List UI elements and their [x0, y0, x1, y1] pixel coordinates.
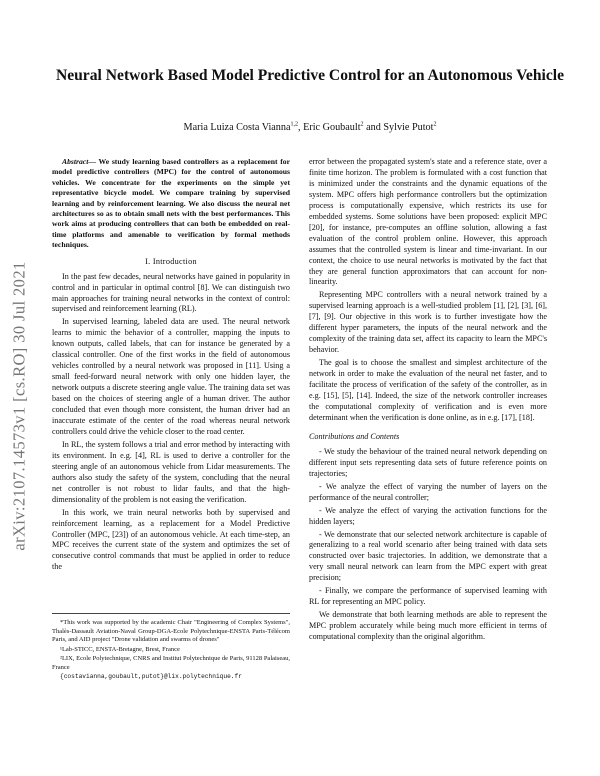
author-2: Eric Goubault	[303, 122, 361, 133]
right-paragraph: Representing MPC controllers with a neural network trained by a supervised learning approach is a well-studied problem [1], [2], [3], [6], [7], [9]. Our objective in this work is to further investigate how the different hyper parameters, the inputs of the neural network and the complexity of the training data set, affect its capacity to learn the MPC's behavior.	[309, 290, 547, 355]
abstract	[52, 157, 290, 251]
author-and: and	[363, 122, 384, 133]
author-3: Sylvie Putot	[383, 122, 434, 133]
footnote: ¹Lab-STICC, ENSTA-Bretagne, Brest, France	[60, 645, 180, 653]
abstract-text: — We study learning based controllers as a replacement for model predictive controllers (MPC) for the control of autonomous vehicles. We concentrate for the experiments on the simple yet representative bicycle model. We compare training by supervised learning and by reinforcement learning. We also discuss the neural net architectures so as to obtain small nets with the best performances. This work aims at producing controllers that can both be embedded on real-time platforms and amenable to verification by formal methods techniques.	[52, 157, 290, 250]
author-3-affil: 2	[433, 121, 437, 128]
author-2-affil: 2	[360, 121, 364, 128]
footnote: *This work was supported by the academic Chair "Engineering of Complex Systems", Thalès-Dassault Aviation-Naval Group-DGA-Ecole Polytechnique-ENSTA Paris-Télécom Paris, and AID project "Drone validation and swarms of drones"	[52, 619, 290, 643]
footnotes	[52, 613, 290, 683]
paper-title: Neural Network Based Model Predictive Control for an Autonomous Vehicle	[55, 67, 565, 84]
closing-paragraph: We demonstrate that both learning methods are able to represent the MPC problem accurately while being much more efficient in terms of computational complexity than the original algorithm.	[309, 610, 547, 642]
author-list	[50, 122, 570, 133]
left-paragraph: In supervised learning, labeled data are used. The neural network learns to mimic the behavior of a controller, mapping the inputs to known outputs, called labels, that can for instance be generated by a classical controller. One of the first works in the field of autonomous vehicles controlled by a neural network was proposed in [11]. Using a small feed-forward neural network with only one hidden layer, the network outputs a discrete steering angle value. The training data set was based on the choices of steering angle of a human driver. The author concluded that even though more consistent, the human driver had an inaccurate estimate of the center of the road whereas neural network controllers could drive the vehicle closer to the road center.	[52, 317, 290, 436]
footnote: ²LIX, Ecole Polytechnique, CNRS and Institut Polytechnique de Paris, 91128 Palaiseau, France	[52, 655, 290, 671]
left-column	[52, 157, 290, 575]
contribution-item: - We analyze the effect of varying the activation functions for the hidden layers;	[309, 505, 547, 526]
contribution-item: - We analyze the effect of varying the number of layers on the performance of the neural controller;	[309, 481, 547, 502]
contribution-item: - Finally, we compare the performance of supervised learning with RL for representing an MPC policy.	[309, 586, 547, 607]
footnote-emails: {costavianna,goubault,putot}@lix.polytechnique.fr	[60, 673, 242, 680]
left-paragraph: In the past few decades, neural networks have gained in popularity in control and in particular in optimal control [8]. We can distinguish two main approaches for training neural networks in the context of control: supervised and reinforcement learning (RL).	[52, 271, 290, 314]
section-heading-introduction: I. Introduction	[145, 256, 197, 266]
author-1-affil: 1,2	[290, 121, 299, 128]
contribution-item: - We study the behaviour of the trained neural network depending on different input sets representing data sets of future reference points on trajectories;	[309, 446, 547, 478]
arxiv-id: arXiv:2107.14573v1 [cs.RO] 30 Jul 2021	[10, 261, 30, 551]
abstract-label: Abstract	[62, 157, 89, 166]
subsection-heading-contributions: Contributions and Contents	[309, 431, 400, 441]
right-paragraph: The goal is to choose the smallest and simplest architecture of the network in order to make the evaluation of the neural net faster, and to facilitate the process of verification of the safety of the controller, as in e.g. [15], [5], [14]. Indeed, the size of the network controller increases the computational complexity of verification and is even more determinant when the verification is done online, as in e.g. [17], [18].	[309, 358, 547, 422]
left-paragraph: In this work, we train neural networks both by supervised and reinforcement learning, as a replacement for a Model Predictive Controller (MPC, [23]) of an autonomous vehicle. At each time-step, an MPC receives the current state of the system and optimizes the set of consecutive control commands that must be applied in order to reduce the	[52, 507, 290, 572]
arxiv-side-stamp	[6, 196, 34, 616]
right-paragraph: error between the propagated system's state and a reference state, over a finite time horizon. The problem is formulated with a cost function that is minimized under the constraints and the dynamic equations of the system. MPC offers high performance controllers but the optimization process is computationally expensive, which restricts its use for embedded systems. Some solutions have been proposed: explicit MPC [20], for instance, pre-computes an offline solution, allowing a fast evaluation of the control problem online. However, this approach assumes that the controlled system is linear and time-invariant. In our context, the choice to use neural networks is motivated by the fact that they are general function approximators that can account for non-linearity.	[309, 157, 547, 287]
right-column	[309, 157, 547, 645]
contribution-item: - We demonstrate that our selected network architecture is capable of generalizing to a real world scenario after being trained with data sets constructed over basic trajectories. In addition, we demonstrate that a very small neural network can learn from the MPC expert with great precision;	[309, 529, 547, 583]
author-1: Maria Luiza Costa Vianna	[183, 122, 291, 133]
left-paragraph: In RL, the system follows a trial and error method by interacting with its environment. In e.g. [4], RL is used to derive a controller for the steering angle of an autonomous vehicle from Lidar measurements. The authors also study the safety of the system, concluding that the neural net controller is not robust to lidar faults, and that the high-dimensionality of the problem is not easing the verification.	[52, 439, 290, 504]
author-separator: ,	[298, 122, 304, 133]
